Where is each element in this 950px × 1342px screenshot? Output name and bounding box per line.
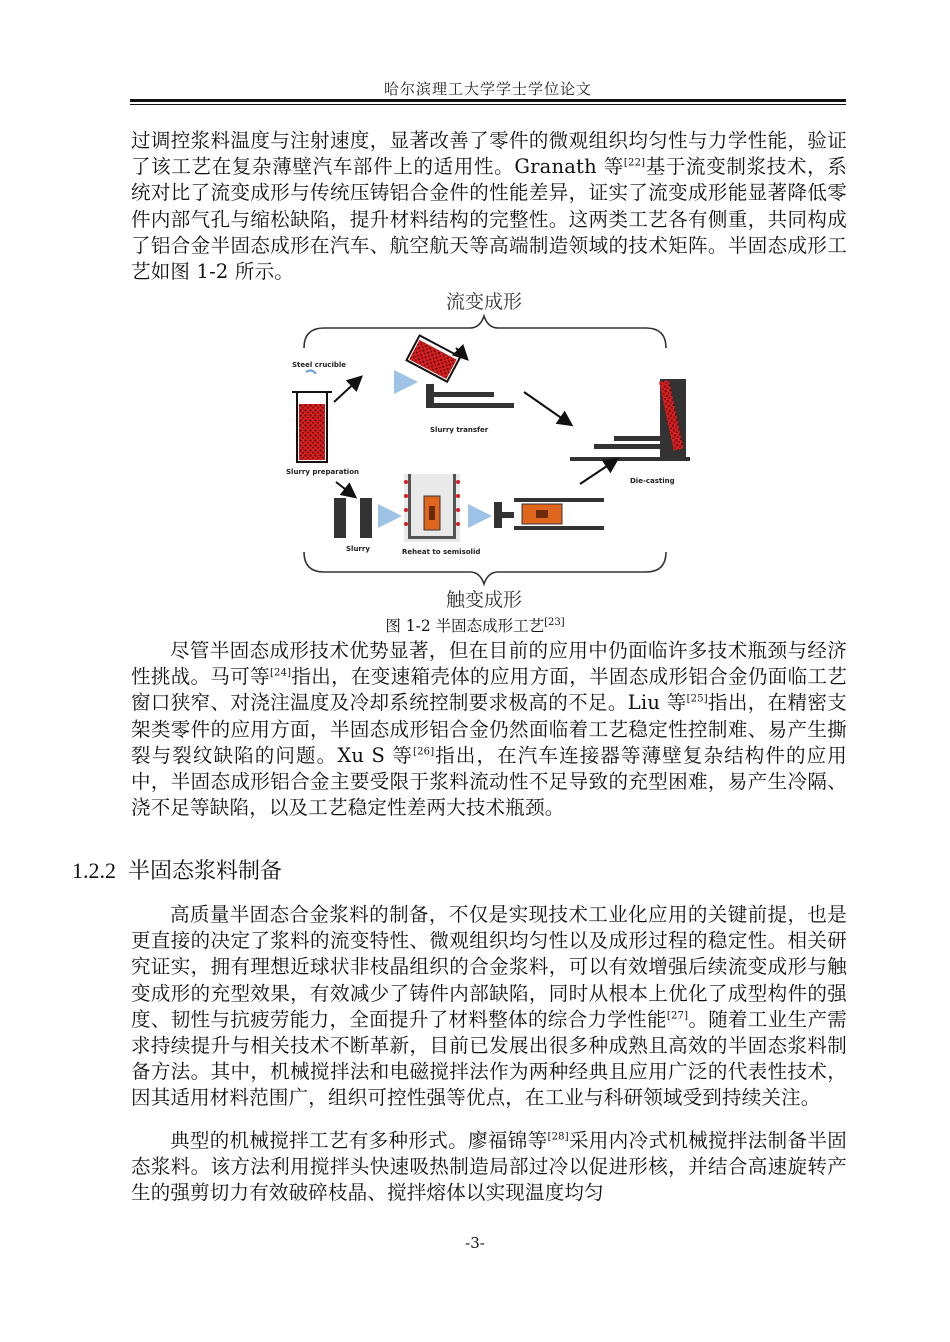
furnace-floor	[408, 536, 456, 539]
citation-23: [23]	[544, 616, 565, 628]
header-rule-thin	[130, 104, 846, 105]
die-runner-mid	[594, 444, 660, 449]
furnace-wall-right	[453, 474, 456, 538]
figure-caption	[0, 614, 950, 636]
arrow-to-billet	[336, 482, 354, 496]
header-title: 哈尔滨理工大学学士学位论文	[383, 80, 592, 98]
paragraph-2-text-cont: 指出，在变速箱壳体的应用方面，半固态成形铝合金仍面临工艺窗口狭窄、对浇注温度及冷却系统控制要求极高的不足。Liu 等	[131, 665, 847, 715]
citation-25: [25]	[686, 693, 708, 705]
tilted-ladle	[406, 335, 460, 381]
billet-core	[429, 506, 435, 520]
citation-24: [24]	[269, 667, 292, 679]
label-steel-crucible: Steel crucible	[292, 361, 347, 369]
paragraph-4	[131, 1128, 847, 1207]
citation-28: [28]	[547, 1131, 569, 1143]
arrow-to-die	[524, 392, 570, 424]
injection-plunger	[494, 502, 502, 528]
citation-26: [26]	[413, 746, 435, 758]
section-title: 半固态浆料制备	[128, 859, 283, 884]
slurry-in-crucible	[299, 404, 325, 460]
page-number: -3-	[465, 1234, 485, 1252]
arrow-to-transfer	[334, 378, 360, 402]
label-reheat: Reheat to semisolid	[402, 548, 481, 556]
die-runner-top	[614, 436, 660, 441]
caption-text: 图 1-2 半固态成形工艺	[385, 617, 545, 635]
thixoforming-title: 触变成形	[445, 589, 523, 611]
citation-27: [27]	[666, 1010, 689, 1022]
semisolid-process-figure	[284, 284, 714, 616]
furnace-wall-left	[408, 474, 411, 538]
pour-stream	[306, 370, 316, 374]
shot-sleeve-top	[434, 392, 494, 397]
paragraph-1	[131, 128, 847, 285]
injection-sleeve-top	[514, 498, 604, 502]
billet-left	[334, 498, 346, 538]
paragraph-1-text: 过调控浆料温度与注射速度，显著改善了零件的微观组织均匀性与力学性能，验证了该工艺在复杂薄壁汽车部件上的适用性。Granath 等	[131, 129, 847, 179]
billet-right	[360, 498, 372, 538]
die-base	[570, 457, 690, 461]
paragraph-2-text-cont2: 指出，在精密支架类零件的应用方面，半固态成形铝合金仍然面临着工艺稳定性控制难、易产生撕裂与裂纹缺陷的问题。Xu S 等	[131, 691, 847, 767]
paragraph-4-text: 典型的机械搅拌工艺有多种形式。廖福锦等	[170, 1129, 548, 1152]
section-number: 1.2.2	[72, 858, 116, 883]
paragraph-4-text-cont: 采用内冷式机械搅拌法制备半固态浆料。该方法利用搅拌头快速吸热制造局部过冷以促进形核，并结合高速旋转产生的强剪切力有效破碎枝晶、搅拌熔体以实现温度均匀	[131, 1129, 847, 1205]
shot-sleeve-plunger	[426, 384, 434, 408]
paragraph-1-text-cont: 基于流变制浆技术，系统对比了流变成形与传统压铸铝合金件的性能差异，证实了流变成形能显著降低零件内部气孔与缩松缺陷，提升材料结构的完整性。这两类工艺各有侧重，共同构成了铝合金半固态成形在汽车、航空航天等高端制造领域的技术矩阵。半固态成形工艺如图 1-2 所示。	[131, 155, 847, 284]
paragraph-3	[131, 902, 847, 1112]
shot-sleeve-bottom	[434, 403, 514, 408]
paragraph-3-text: 高质量半固态合金浆料的制备，不仅是实现技术工业化应用的关键前提，也是更直接的决定了浆料的流变特性、微观组织均匀性以及成形过程的稳定性。相关研究证实，拥有理想近球状非枝晶组织的合金浆料，可以有效增强后续流变成形与触变成形的充型效果，有效减少了铸件内部缺陷，同时从根本上优化了成型构件的强度、韧性与抗疲劳能力，全面提升了材料整体的综合力学性能	[131, 903, 847, 1031]
label-die-casting: Die-casting	[630, 477, 675, 485]
injection-rod	[502, 512, 514, 518]
citation-22: [22]	[623, 157, 646, 169]
section-heading	[72, 854, 282, 885]
header-rule-thick	[130, 99, 846, 102]
label-slurry: Slurry	[346, 545, 370, 553]
paragraph-3-text-cont: 。随着工业生产需求持续提升与相关技术不断革新，目前已发展出很多种成熟且高效的半固态浆料制备方法。其中，机械搅拌法和电磁搅拌法作为两种经典且应用广泛的代表性技术，因其适用材料范围广，组织可控性强等优点，在工业与科研领域受到持续关注。	[131, 1007, 847, 1110]
rheoforming-title: 流变成形	[445, 291, 523, 313]
bottom-brace	[304, 552, 666, 584]
arrow-to-die-2	[580, 460, 616, 484]
label-slurry-preparation: Slurry preparation	[286, 468, 359, 476]
top-brace	[304, 316, 666, 348]
label-slurry-transfer: Slurry transfer	[430, 426, 489, 434]
injected-billet-core	[536, 510, 548, 518]
paragraph-2	[131, 638, 847, 821]
paragraph-2-text: 尽管半固态成形技术优势显著，但在目前的应用中仍面临许多技术瓶颈与经济性挑战。马可等	[131, 639, 847, 689]
injection-sleeve-bottom	[514, 526, 604, 530]
paragraph-2-text-cont3: 指出，在汽车连接器等薄壁复杂结构件的应用中，半固态成形铝合金主要受限于浆料流动性不足导致的充型困难，易产生冷隔、浇不足等缺陷，以及工艺稳定性差两大技术瓶颈。	[131, 743, 847, 820]
